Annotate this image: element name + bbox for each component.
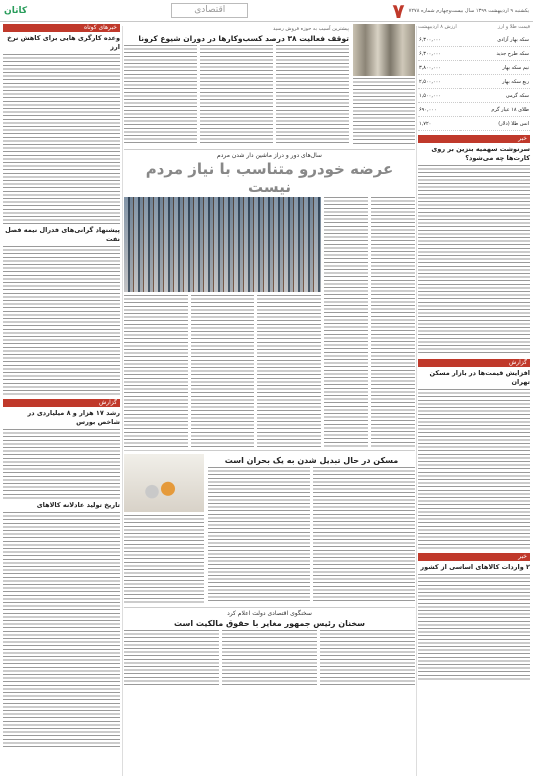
top-story-subhead: پیشترین آسیب به حوزه فروش رسید	[273, 26, 349, 32]
article-body	[324, 197, 368, 447]
rates-header	[418, 24, 530, 33]
brief-box	[418, 135, 530, 355]
masthead-left	[392, 1, 529, 21]
newspaper-logo: کاتان	[4, 5, 28, 16]
rate-name: نیم سکه بهار	[460, 61, 530, 75]
article-body	[124, 295, 188, 447]
article-body	[276, 45, 349, 145]
top-story	[124, 24, 415, 146]
car-story-title: عرضه خودرو متناسب با نیاز مردم نیست	[145, 160, 394, 196]
brief-title: افزایش قیمت‌ها در بازار مسکن تهران	[429, 369, 530, 386]
brief-label: گزارش	[418, 359, 530, 367]
section-label: اقتصادی	[171, 3, 248, 18]
article-body	[200, 45, 273, 145]
car-story-subhead: سال‌های دور و دراز ماشین دار شدن مردم	[217, 152, 322, 159]
brief-box	[418, 553, 530, 682]
column-divider	[416, 26, 417, 776]
article-body	[3, 246, 120, 396]
brief-label: خبر	[418, 135, 530, 143]
rate-value: ۲,۵۰۰,۰۰۰	[418, 75, 460, 89]
car-story	[124, 149, 415, 447]
rates-column	[418, 24, 530, 777]
article-body	[257, 295, 321, 447]
left-headline: پیشنهاد گرانی‌های فدرال نیمه فصل نفت	[5, 226, 120, 243]
article-body	[124, 515, 204, 604]
left-column	[3, 24, 120, 777]
rates-title: قیمت طلا و ارز	[497, 24, 530, 30]
rate-row	[418, 75, 530, 89]
rate-value: ۶۹۰,۰۰۰	[418, 103, 460, 117]
bottom-story-title: سخنان رئیس جمهور مغایر با حقوق مالکیت است	[173, 619, 366, 628]
top-story-text	[124, 24, 349, 146]
rate-row	[418, 47, 530, 61]
bottom-story	[124, 607, 415, 686]
article-body	[418, 574, 530, 682]
page-number: ۷	[392, 0, 405, 23]
left-box-label: خبرهای کوتاه	[3, 24, 120, 32]
rate-name: طلای ۱۸ عیار گرم	[460, 103, 530, 117]
left-box-label: گزارش	[3, 399, 120, 407]
article-body	[371, 197, 415, 447]
article-body	[208, 467, 310, 604]
article-body	[3, 54, 120, 224]
top-story-title: توقف فعالیت ۳۸ درصد کسب‌وکارها در دوران شیوع کرونا	[138, 34, 349, 43]
brief-title: ۲ واردات کالاهای اساسی از کشور	[420, 563, 530, 571]
rate-name: ربع سکه بهار	[460, 75, 530, 89]
left-box-title: رشد ۱۷ هزار و ۸ میلیاردی در شاخص بورس	[27, 409, 120, 426]
article-body	[3, 429, 120, 499]
article-body	[124, 45, 197, 145]
article-body	[191, 295, 255, 447]
article-body	[320, 630, 415, 686]
brief-label: خبر	[418, 553, 530, 561]
rate-value: ۶,۳۰۰,۰۰۰	[418, 33, 460, 47]
article-body	[418, 165, 530, 355]
article-body	[313, 467, 415, 604]
rate-row	[418, 103, 530, 117]
rate-value: ۳,۸۰۰,۰۰۰	[418, 61, 460, 75]
rate-name: سکه بهار آزادی	[460, 33, 530, 47]
rate-value: ۱,۵۰۰,۰۰۰	[418, 89, 460, 103]
rates-date: ارزش ۸ اردیبهشت	[418, 24, 457, 30]
main-column	[124, 24, 415, 777]
left-headline: تاریخ تولید عادلانه کالاهای	[36, 501, 120, 509]
rate-row	[418, 33, 530, 47]
housing-story	[124, 450, 415, 604]
rates-table	[418, 33, 530, 131]
rate-name: سکه طرح جدید	[460, 47, 530, 61]
left-box-title: وعده کارگری هایی برای کاهش نرخ ارز	[7, 34, 120, 51]
bottom-story-subhead: سخنگوی اقتصادی دولت اعلام کرد	[227, 610, 312, 617]
bazaar-photo	[353, 24, 415, 76]
brief-title: سرنوشت سهمیه بنزین بر روی کارت‌ها چه می‌شود؟	[431, 145, 530, 162]
masthead	[0, 0, 533, 22]
rate-row	[418, 89, 530, 103]
photo-caption-text	[353, 78, 415, 144]
article-body	[222, 630, 317, 686]
rate-value: ۶,۳۰۰,۰۰۰	[418, 47, 460, 61]
housing-photo	[124, 454, 204, 512]
column-divider	[122, 26, 123, 776]
article-body	[3, 512, 120, 747]
rate-row	[418, 117, 530, 131]
rate-row	[418, 61, 530, 75]
rate-value: ۱,۷۲۰	[418, 117, 460, 131]
issue-line: یکشنبه ۹ اردیبهشت ۱۳۹۹ سال بیست‌وچهارم شماره ۷۲۷۸	[408, 7, 529, 14]
rate-name: سکه گرمی	[460, 89, 530, 103]
housing-title: مسکن در حال تبدیل شدن به یک بحران است	[224, 456, 399, 465]
article-body	[418, 389, 530, 549]
rate-name: انس طلا (دلار)	[460, 117, 530, 131]
car-lot-photo	[124, 197, 321, 292]
article-body	[124, 630, 219, 686]
top-story-image-col	[353, 24, 415, 146]
brief-box	[418, 359, 530, 549]
